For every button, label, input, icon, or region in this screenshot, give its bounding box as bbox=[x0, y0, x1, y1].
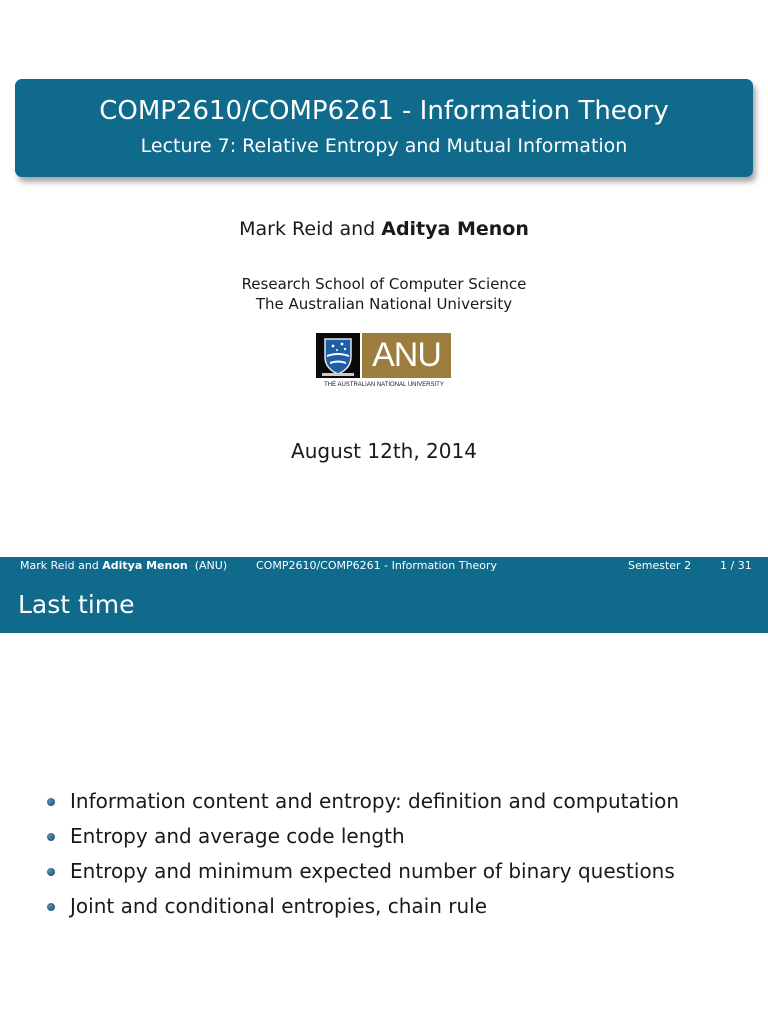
bullet-icon bbox=[47, 833, 55, 841]
lecture-subtitle: Lecture 7: Relative Entropy and Mutual Information bbox=[140, 135, 628, 157]
crest-icon bbox=[316, 333, 360, 378]
list-item-text: Entropy and minimum expected number of binary questions bbox=[70, 859, 675, 883]
list-item-text: Joint and conditional entropies, chain rule bbox=[70, 894, 488, 918]
footer-course: COMP2610/COMP6261 - Information Theory bbox=[256, 559, 497, 572]
bullet-icon bbox=[47, 868, 55, 876]
institution bbox=[0, 274, 768, 314]
footer-semester: Semester 2 bbox=[628, 559, 692, 572]
lecture-course-title: COMP2610/COMP6261 - Information Theory bbox=[99, 96, 669, 126]
footer-bar bbox=[0, 557, 768, 574]
list-item bbox=[0, 856, 768, 891]
footer-affiliation: (ANU) bbox=[194, 559, 228, 572]
author-first: Mark Reid and bbox=[239, 218, 382, 240]
bullet-icon bbox=[47, 798, 55, 806]
anu-logo bbox=[316, 333, 452, 393]
authors bbox=[0, 216, 768, 242]
institution-university: The Australian National University bbox=[255, 295, 513, 313]
footer-author-second: Aditya Menon bbox=[102, 559, 188, 572]
list-item bbox=[0, 821, 768, 856]
list-item-text: Information content and entropy: definition and computation bbox=[70, 789, 680, 813]
list-item bbox=[0, 891, 768, 926]
footer-page-number: 1 / 31 bbox=[720, 559, 752, 572]
footer-author-first: Mark Reid and bbox=[20, 559, 103, 572]
frame-title-bar bbox=[0, 574, 768, 633]
institution-school: Research School of Computer Science bbox=[241, 275, 527, 293]
lecture-date: August 12th, 2014 bbox=[291, 439, 477, 463]
list-item bbox=[0, 786, 768, 821]
bullet-icon bbox=[47, 903, 55, 911]
list-item-text: Entropy and average code length bbox=[70, 824, 405, 848]
frame-title: Last time bbox=[18, 590, 135, 619]
author-second: Aditya Menon bbox=[381, 218, 529, 240]
logo-wordmark: ANU bbox=[362, 333, 451, 378]
bullet-list bbox=[0, 786, 768, 926]
footer-authors bbox=[20, 557, 227, 574]
logo-caption: THE AUSTRALIAN NATIONAL UNIVERSITY bbox=[324, 382, 444, 388]
title-banner bbox=[15, 79, 753, 177]
